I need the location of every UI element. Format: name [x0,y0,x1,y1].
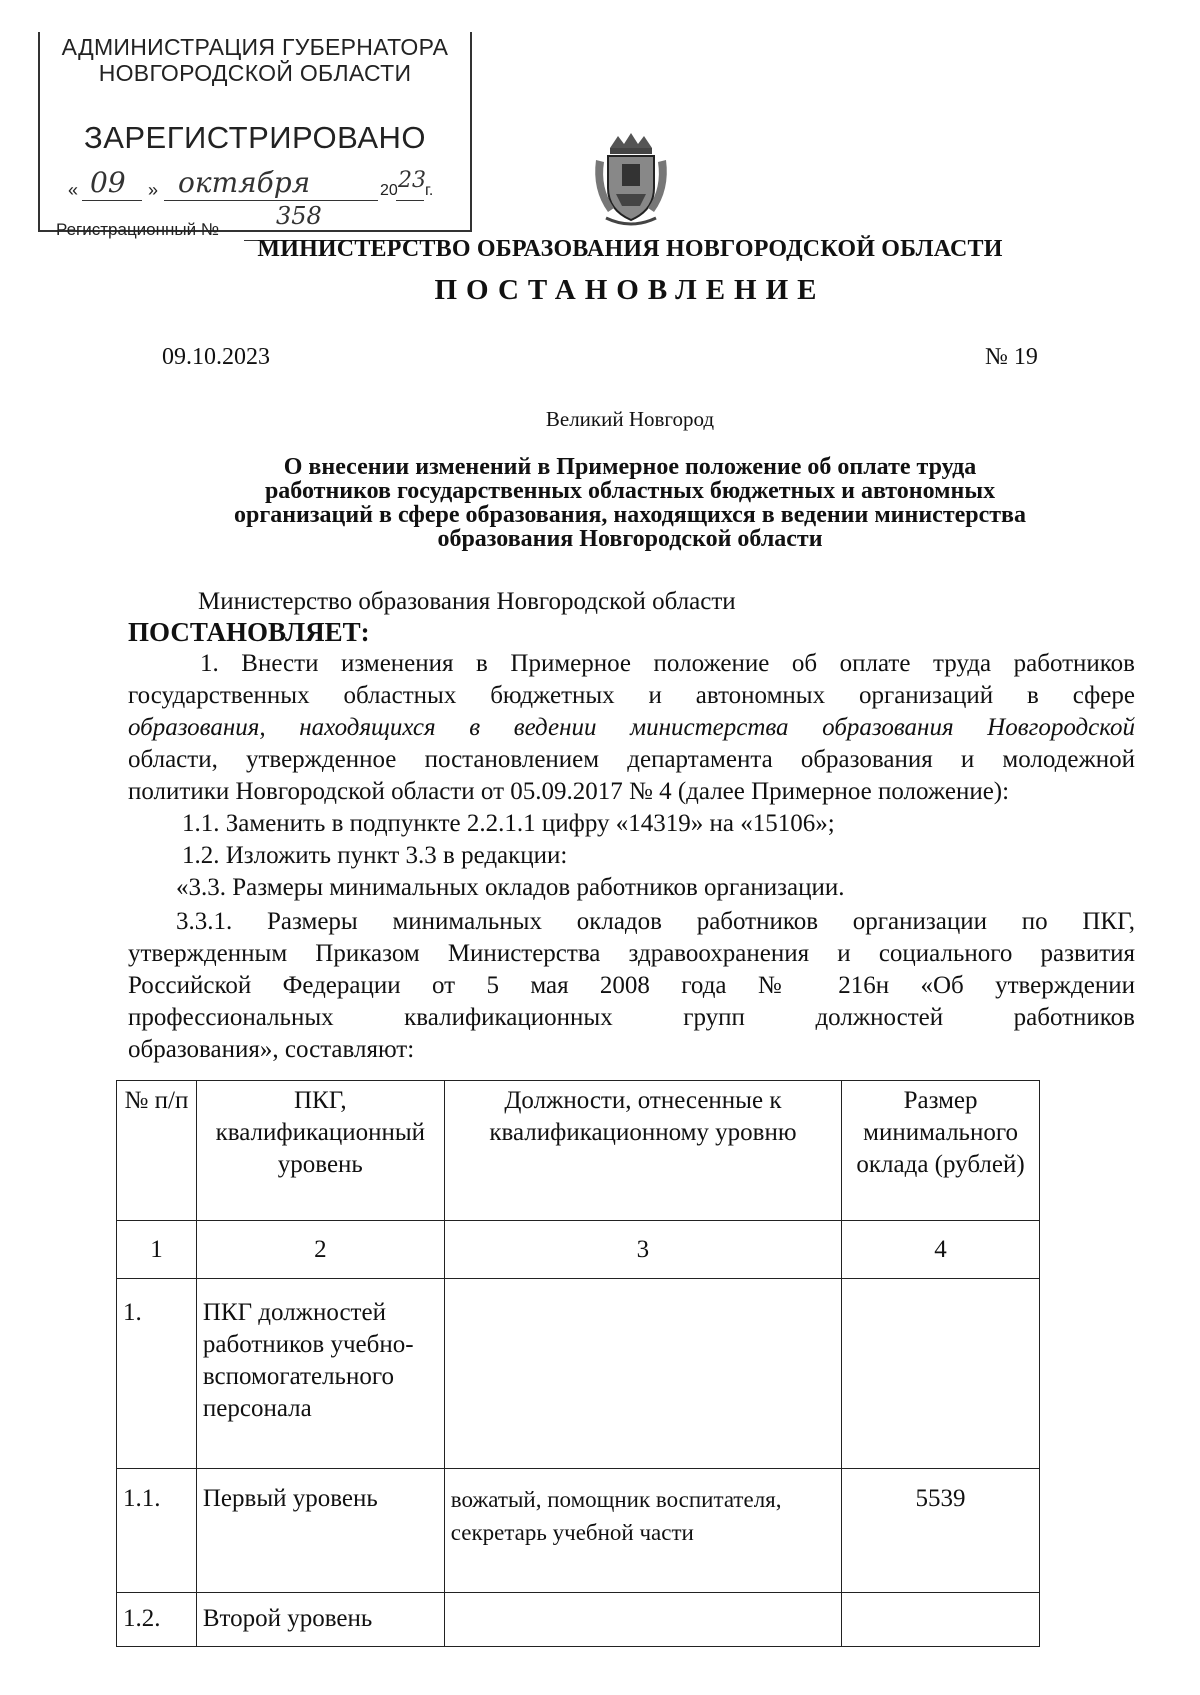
resolves-heading: ПОСТАНОВЛЯЕТ: [128,617,370,647]
stamp-day: 09 [90,166,126,199]
registration-stamp [38,32,472,239]
column-number: 1 [117,1221,197,1279]
paragraph-line: Российской Федерации от 5 мая 2008 года № 216н «Об утверждении [128,972,1135,999]
stamp-month: октября [178,166,311,199]
paragraph-line: области, утвержденное постановлением департамента образования и молодежной [128,746,1135,773]
stamp-reg-label: Регистрационный № [56,220,220,239]
paragraph-line: политики Новгородской области от 05.09.2017 № 4 (далее Примерное положение): [128,778,1010,805]
salary-table [116,1080,1040,1647]
item-1-1: 1.1. Заменить в подпункте 2.2.1.1 цифру «14319» на «15106»; [182,810,835,837]
coat-of-arms-icon [588,130,674,230]
subject-heading [150,455,1110,551]
row-positions [444,1279,841,1469]
item-1-2: 1.2. Изложить пункт 3.3 в редакции: [182,842,568,869]
header-cell: Размер минимального оклада (рублей) [842,1081,1040,1221]
ministry-heading: МИНИСТЕРСТВО ОБРАЗОВАНИЯ НОВГОРОДСКОЙ ОБЛАСТИ [257,236,1003,262]
table-row [117,1593,1040,1647]
header-cell: ПКГ, квалификационный уровень [196,1081,444,1221]
column-number: 3 [444,1221,841,1279]
authority-text: Министерство образования Новгородской области [198,588,736,615]
document-date: 09.10.2023 [162,344,270,370]
paragraph-line: 3.3.1. Размеры минимальных окладов работников организации по ПКГ, [176,908,1135,935]
column-number: 2 [196,1221,444,1279]
stamp-year: 23 [398,168,426,193]
table-header-row [117,1081,1040,1221]
subject-line: образования Новгородской области [437,526,823,552]
row-positions: вожатый, помощник воспитателя, секретарь учебной части [444,1469,841,1593]
paragraph-line: 1. Внести изменения в Примерное положение об оплате труда работников [200,650,1135,677]
row-salary [842,1593,1040,1647]
column-number: 4 [842,1221,1040,1279]
row-number: 1.1. [117,1469,197,1593]
row-number: 1.2. [117,1593,197,1647]
paragraph-line: государственных областных бюджетных и автономных организаций в сфере [128,682,1135,709]
item-3-3: «3.3. Размеры минимальных окладов работников организации. [176,874,845,901]
stamp-reg-value: 358 [276,202,322,230]
stamp-year-prefix: 20 [380,182,398,199]
row-pkg: Первый уровень [196,1469,444,1593]
paragraph-line: профессиональных квалификационных групп должностей работников [128,1004,1135,1031]
column-number-row [117,1221,1040,1279]
stamp-year-suffix: г. [425,182,434,199]
subject-line: работников государственных областных бюджетных и автономных [264,478,996,504]
row-salary [842,1279,1040,1469]
row-pkg: Второй уровень [196,1593,444,1647]
header-cell: № п/п [117,1081,197,1221]
stamp-org-line1: АДМИНИСТРАЦИЯ ГУБЕРНАТОРА [61,34,449,60]
row-number: 1. [117,1279,197,1469]
row-salary: 5539 [842,1469,1040,1593]
row-pkg: ПКГ должностей работников учебно-вспомогательного персонала [196,1279,444,1469]
stamp-registered: ЗАРЕГИСТРИРОВАНО [83,120,426,155]
stamp-org-line2: НОВГОРОДСКОЙ ОБЛАСТИ [98,60,412,86]
city: Великий Новгород [545,407,715,431]
table-row [117,1469,1040,1593]
paragraph-line: образования, находящихся в ведении министерства образования Новгородской [128,714,1135,741]
document-type: ПОСТАНОВЛЕНИЕ [434,274,826,306]
row-positions [444,1593,841,1647]
document-number: № 19 [985,344,1038,370]
paragraph-line: утвержденным Приказом Министерства здравоохранения и социального развития [128,940,1135,967]
table-row [117,1279,1040,1469]
stamp-date: « 09 » октября 20 23 г. [68,166,434,200]
subject-line: организаций в сфере образования, находящихся в ведении министерства [233,502,1027,528]
header-cell: Должности, отнесенные к квалификационному уровню [444,1081,841,1221]
subject-line: О внесении изменений в Примерное положение об оплате труда [283,454,977,480]
paragraph-line: образования», составляют: [128,1036,415,1063]
